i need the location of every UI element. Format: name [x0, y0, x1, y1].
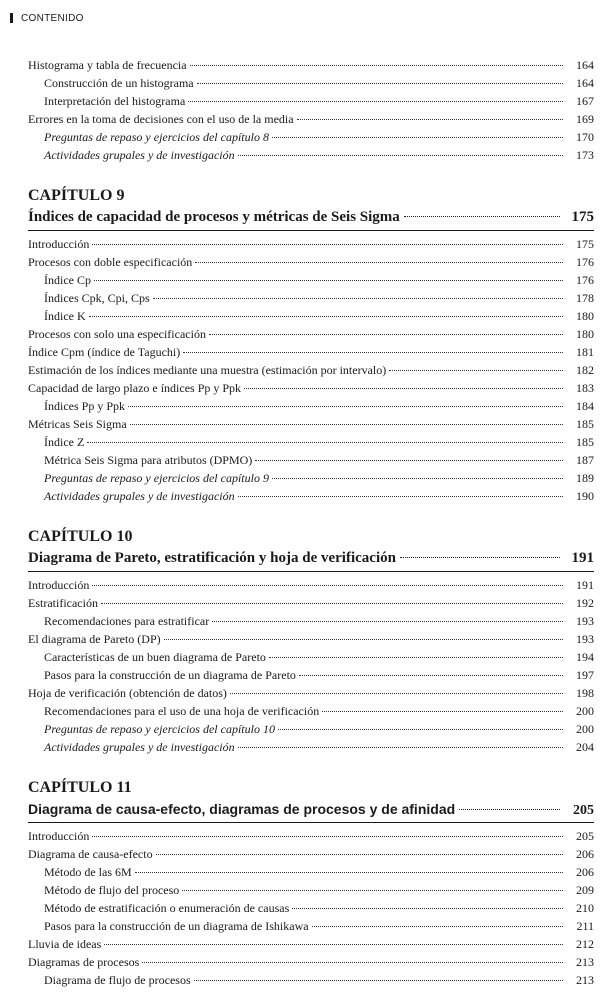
- toc-entry-title: Interpretación del histograma: [44, 94, 186, 108]
- dot-leader: [164, 639, 563, 640]
- toc-entry[interactable]: [28, 576, 594, 594]
- toc-entry[interactable]: [28, 845, 594, 863]
- toc-entry-page: 213: [576, 955, 594, 969]
- toc-entry-title: Características de un buen diagrama de Pareto: [44, 650, 266, 664]
- chapter-rule: [28, 822, 594, 823]
- running-header: [10, 10, 84, 26]
- dot-leader: [269, 657, 563, 658]
- toc-entry-title: Hoja de verificación (obtención de datos): [28, 686, 227, 700]
- toc-entry-title: Preguntas de repaso y ejercicios del capítulo 10: [44, 722, 275, 736]
- toc-entry[interactable]: [28, 899, 594, 917]
- toc-entry[interactable]: [28, 935, 594, 953]
- toc-entry-page: 209: [576, 883, 594, 897]
- toc-entry-page: 173: [576, 148, 594, 162]
- chapter-label: CAPÍTULO 9: [28, 187, 125, 204]
- toc-entry-page: 206: [576, 865, 594, 879]
- toc-entry[interactable]: [28, 863, 594, 881]
- header-label: CONTENIDO: [21, 12, 84, 24]
- toc-entry-title: Diagramas de procesos: [28, 955, 140, 969]
- chapter-title-row[interactable]: [28, 798, 594, 820]
- toc-entry-title: Pasos para la construcción de un diagrama de Pareto: [44, 668, 296, 682]
- toc-entry[interactable]: [28, 56, 594, 74]
- dot-leader: [238, 155, 563, 156]
- chapter-section: [28, 778, 594, 989]
- dot-leader: [197, 83, 563, 84]
- toc-entry-page: 193: [576, 614, 594, 628]
- toc-entry[interactable]: [28, 648, 594, 666]
- toc-entry[interactable]: [28, 594, 594, 612]
- header-bar-mark: [10, 13, 13, 23]
- toc-entry[interactable]: [28, 415, 594, 433]
- toc-entry-page: 206: [576, 847, 594, 861]
- toc-entry-page: 194: [576, 650, 594, 664]
- toc-entry-page: 198: [576, 686, 594, 700]
- toc-entry-title: Preguntas de repaso y ejercicios del capítulo 8: [44, 130, 269, 144]
- toc-entry-title: Procesos con doble especificación: [28, 255, 193, 269]
- toc-entry-page: 189: [576, 471, 594, 485]
- toc-entry-title: Actividades grupales y de investigación: [44, 489, 235, 503]
- dot-leader: [130, 424, 563, 425]
- dot-leader: [389, 370, 563, 371]
- toc-entry[interactable]: [28, 827, 594, 845]
- dot-leader: [156, 854, 563, 855]
- toc-entry[interactable]: [28, 110, 594, 128]
- toc-entry[interactable]: [28, 881, 594, 899]
- toc-entry-page: 211: [576, 919, 594, 933]
- toc-entry-title: Recomendaciones para el uso de una hoja de verificación: [44, 704, 320, 718]
- toc-entry-title: Diagrama de causa-efecto: [28, 847, 153, 861]
- toc-entry-title: Lluvia de ideas: [28, 937, 102, 951]
- dot-leader: [312, 926, 563, 927]
- dot-leader: [272, 137, 563, 138]
- toc-entry[interactable]: [28, 917, 594, 935]
- dot-leader: [188, 101, 563, 102]
- dot-leader: [153, 298, 563, 299]
- dot-leader: [92, 836, 563, 837]
- toc-entry-page: 185: [576, 417, 594, 431]
- toc-entry-page: 182: [576, 363, 594, 377]
- dot-leader: [292, 908, 563, 909]
- dot-leader: [459, 809, 560, 810]
- toc-entry-page: 164: [576, 58, 594, 72]
- dot-leader: [212, 621, 563, 622]
- toc-entry-title: Construcción de un histograma: [44, 76, 194, 90]
- dot-leader: [183, 352, 563, 353]
- toc-entry[interactable]: [28, 307, 594, 325]
- toc-entry[interactable]: [28, 92, 594, 110]
- dot-leader: [404, 216, 560, 217]
- toc-entry-page: 180: [576, 309, 594, 323]
- toc-entry[interactable]: [28, 271, 594, 289]
- toc-entry-page: 190: [576, 489, 594, 503]
- toc-entry-title: Índice Z: [44, 435, 85, 449]
- toc-entry[interactable]: [28, 74, 594, 92]
- toc-entry[interactable]: [28, 451, 594, 469]
- toc-entry-title: Método de estratificación o enumeración de causas: [44, 901, 290, 915]
- dot-leader: [299, 675, 563, 676]
- dot-leader: [94, 280, 563, 281]
- toc-entry[interactable]: [28, 235, 594, 253]
- toc-entry[interactable]: [28, 612, 594, 630]
- toc-entry-page: 183: [576, 381, 594, 395]
- toc-entry[interactable]: [28, 953, 594, 971]
- toc-entry-title: Índices Pp y Ppk: [44, 399, 125, 413]
- dot-leader: [92, 585, 563, 586]
- toc-entry-title: Introducción: [28, 578, 90, 592]
- dot-leader: [89, 316, 563, 317]
- toc-entry-title: Procesos con solo una especificación: [28, 327, 206, 341]
- toc-entry-title: Pasos para la construcción de un diagrama de Ishikawa: [44, 919, 309, 933]
- toc-entry[interactable]: [28, 684, 594, 702]
- chapter-page: 205: [573, 803, 594, 818]
- toc-entry[interactable]: [28, 971, 594, 989]
- dot-leader: [230, 693, 563, 694]
- toc-entry-page: 200: [576, 704, 594, 718]
- chapter-title-row[interactable]: [28, 206, 594, 228]
- chapter-title-row[interactable]: [28, 547, 594, 569]
- dot-leader: [272, 478, 563, 479]
- chapter-section: [28, 527, 594, 756]
- toc-entry-page: 176: [576, 273, 594, 287]
- toc-entry-page: 180: [576, 327, 594, 341]
- toc-entry[interactable]: [28, 146, 594, 164]
- toc-entry[interactable]: [28, 325, 594, 343]
- toc-entry-page: 185: [576, 435, 594, 449]
- dot-leader: [297, 119, 563, 120]
- toc-entry-page: 191: [576, 578, 594, 592]
- dot-leader: [244, 388, 563, 389]
- dot-leader: [142, 962, 563, 963]
- chapter-title: Diagrama de causa-efecto, diagramas de procesos y de afinidad: [28, 801, 456, 817]
- chapter-label: CAPÍTULO 10: [28, 528, 133, 545]
- toc-entry-title: Índices Cpk, Cpi, Cps: [44, 291, 150, 305]
- dot-leader: [92, 244, 563, 245]
- chapter-label: CAPÍTULO 11: [28, 779, 132, 796]
- toc-entry[interactable]: [28, 253, 594, 271]
- toc-entry-page: 178: [576, 291, 594, 305]
- toc-entry-title: Errores en la toma de decisiones con el uso de la media: [28, 112, 294, 126]
- toc-entry-page: 176: [576, 255, 594, 269]
- dot-leader: [238, 496, 563, 497]
- toc-entry-title: Histograma y tabla de frecuencia: [28, 58, 187, 72]
- chapter-rule: [28, 230, 594, 231]
- toc-entry-page: 204: [576, 740, 594, 754]
- toc-entry[interactable]: [28, 630, 594, 648]
- toc-entry-title: Método de las 6M: [44, 865, 132, 879]
- toc-entry[interactable]: [28, 361, 594, 379]
- toc-entry-page: 212: [576, 937, 594, 951]
- toc-entry-title: Diagrama de flujo de procesos: [44, 973, 191, 987]
- toc-entry-page: 200: [576, 722, 594, 736]
- toc-entry-title: Índice Cpm (índice de Taguchi): [28, 345, 181, 359]
- toc-entry[interactable]: [28, 397, 594, 415]
- toc-entry-page: 213: [576, 973, 594, 987]
- dot-leader: [278, 729, 563, 730]
- toc-entry[interactable]: [28, 469, 594, 487]
- toc-entry-page: 181: [576, 345, 594, 359]
- toc-entry-title: Métrica Seis Sigma para atributos (DPMO): [44, 453, 253, 467]
- chapter-title: Índices de capacidad de procesos y métricas de Seis Sigma: [28, 209, 400, 225]
- toc-entry-page: 167: [576, 94, 594, 108]
- chapter-section: [28, 186, 594, 505]
- dot-leader: [128, 406, 563, 407]
- toc-entry-title: Preguntas de repaso y ejercicios del capítulo 9: [44, 471, 269, 485]
- toc-entry-page: 164: [576, 76, 594, 90]
- dot-leader: [104, 944, 563, 945]
- table-of-contents: [28, 56, 594, 989]
- toc-entry[interactable]: [28, 666, 594, 684]
- toc-entry-title: Método de flujo del proceso: [44, 883, 180, 897]
- dot-leader: [255, 460, 563, 461]
- dot-leader: [400, 557, 560, 558]
- toc-entry-title: Introducción: [28, 829, 90, 843]
- toc-entry[interactable]: [28, 128, 594, 146]
- toc-entry-page: 169: [576, 112, 594, 126]
- toc-entry-page: 184: [576, 399, 594, 413]
- dot-leader: [322, 711, 563, 712]
- chapter-title: Diagrama de Pareto, estratificación y hoja de verificación: [28, 550, 396, 566]
- toc-entry[interactable]: [28, 343, 594, 361]
- toc-entry-title: Introducción: [28, 237, 90, 251]
- dot-leader: [195, 262, 563, 263]
- toc-entry-title: Capacidad de largo plazo e índices Pp y Ppk: [28, 381, 242, 395]
- toc-entry-title: Índice Cp: [44, 273, 91, 287]
- dot-leader: [87, 442, 563, 443]
- toc-entry-title: Índice K: [44, 309, 86, 323]
- toc-entry-title: Métricas Seis Sigma: [28, 417, 127, 431]
- toc-entry[interactable]: [28, 289, 594, 307]
- chapter-page: 175: [571, 209, 594, 225]
- toc-entry-page: 187: [576, 453, 594, 467]
- toc-entry-title: Actividades grupales y de investigación: [44, 148, 235, 162]
- toc-entry-page: 193: [576, 632, 594, 646]
- dot-leader: [101, 603, 563, 604]
- chapter-rule: [28, 571, 594, 572]
- toc-entry-page: 170: [576, 130, 594, 144]
- toc-entry-page: 175: [576, 237, 594, 251]
- chapter-page: 191: [571, 550, 594, 566]
- toc-entry-page: 197: [576, 668, 594, 682]
- dot-leader: [209, 334, 563, 335]
- toc-entry-title: Estratificación: [28, 596, 98, 610]
- dot-leader: [182, 890, 563, 891]
- dot-leader: [190, 65, 563, 66]
- toc-entry[interactable]: [28, 433, 594, 451]
- toc-entry-title: Actividades grupales y de investigación: [44, 740, 235, 754]
- toc-entry-title: El diagrama de Pareto (DP): [28, 632, 161, 646]
- toc-entry-page: 205: [576, 829, 594, 843]
- toc-entry-page: 210: [576, 901, 594, 915]
- toc-entry-title: Estimación de los índices mediante una muestra (estimación por intervalo): [28, 363, 387, 377]
- toc-entry[interactable]: [28, 720, 594, 738]
- dot-leader: [194, 980, 563, 981]
- toc-entry[interactable]: [28, 379, 594, 397]
- toc-entry-page: 192: [576, 596, 594, 610]
- toc-entry[interactable]: [28, 702, 594, 720]
- toc-entry[interactable]: [28, 738, 594, 756]
- toc-entry-title: Recomendaciones para estratificar: [44, 614, 210, 628]
- dot-leader: [135, 872, 563, 873]
- dot-leader: [238, 747, 563, 748]
- toc-entry[interactable]: [28, 487, 594, 505]
